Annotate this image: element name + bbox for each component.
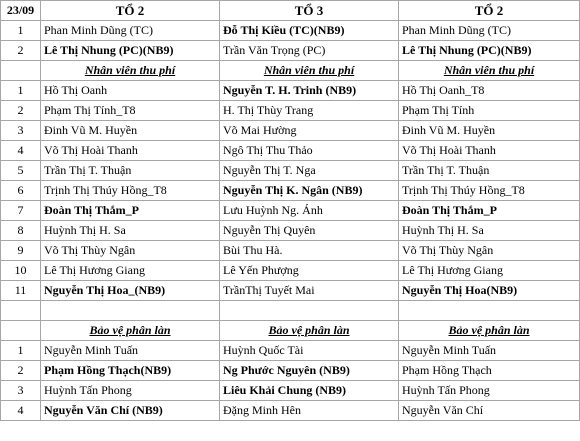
name-cell-team-1[interactable]: Phạm Thị Tính_T8	[41, 101, 220, 121]
fee-staff-row	[1, 161, 580, 181]
name-cell-team-3[interactable]: Nguyễn Minh Tuấn	[399, 341, 580, 361]
name-cell-team-2[interactable]: Nguyễn Thị K. Ngân (NB9)	[220, 181, 399, 201]
name-cell-team-3[interactable]: Lê Thị Hương Giang	[399, 261, 580, 281]
team-header-2[interactable]: TỔ 3	[220, 1, 399, 21]
name-cell-team-2[interactable]: Bùi Thu Hà.	[220, 241, 399, 261]
name-cell-team-2[interactable]: Lưu Huỳnh Ng. Ánh	[220, 201, 399, 221]
row-index-cell[interactable]: 10	[1, 261, 41, 281]
name-cell-team-1[interactable]: Võ Thị Thùy Ngân	[41, 241, 220, 261]
name-cell-team-3[interactable]: Huỳnh Tấn Phong	[399, 381, 580, 401]
leader-row	[1, 41, 580, 61]
name-cell-team-3[interactable]: Nguyễn Thị Hoa(NB9)	[399, 281, 580, 301]
team-header-1[interactable]: TỔ 2	[41, 1, 220, 21]
row-index-cell[interactable]: 3	[1, 381, 41, 401]
row-index-cell[interactable]: 2	[1, 41, 41, 61]
fee-staff-row	[1, 241, 580, 261]
name-cell-team-1[interactable]: Trần Thị T. Thuận	[41, 161, 220, 181]
empty-cell[interactable]	[399, 301, 580, 321]
name-cell-team-1[interactable]: Nguyễn Thị Hoa_(NB9)	[41, 281, 220, 301]
row-index-cell[interactable]: 6	[1, 181, 41, 201]
section-title-cell[interactable]: Nhân viên thu phí	[41, 61, 220, 81]
row-index-cell[interactable]: 4	[1, 401, 41, 421]
guard-row	[1, 401, 580, 421]
fee-staff-row	[1, 101, 580, 121]
row-index-cell[interactable]: 5	[1, 161, 41, 181]
name-cell-team-1[interactable]: Nguyễn Minh Tuấn	[41, 341, 220, 361]
fee-staff-row	[1, 81, 580, 101]
name-cell-team-2[interactable]: Huỳnh Quốc Tài	[220, 341, 399, 361]
schedule-body	[1, 1, 580, 421]
row-index-cell[interactable]: 11	[1, 281, 41, 301]
name-cell-team-3[interactable]: Lê Thị Nhung (PC)(NB9)	[399, 41, 580, 61]
name-cell-team-2[interactable]: Nguyễn Thị Quyên	[220, 221, 399, 241]
guard-row	[1, 361, 580, 381]
name-cell-team-2[interactable]: Đỗ Thị Kiều (TC)(NB9)	[220, 21, 399, 41]
name-cell-team-3[interactable]: Võ Thị Hoài Thanh	[399, 141, 580, 161]
empty-cell[interactable]	[1, 301, 41, 321]
name-cell-team-3[interactable]: Đinh Vũ M. Huyền	[399, 121, 580, 141]
date-cell[interactable]: 23/09	[1, 1, 41, 21]
row-index-cell[interactable]: 1	[1, 21, 41, 41]
row-index-cell[interactable]: 4	[1, 141, 41, 161]
row-index-cell[interactable]: 9	[1, 241, 41, 261]
guard-row	[1, 341, 580, 361]
section-title-cell[interactable]: Nhân viên thu phí	[399, 61, 580, 81]
empty-cell[interactable]	[220, 301, 399, 321]
name-cell-team-1[interactable]: Phạm Hồng Thạch(NB9)	[41, 361, 220, 381]
name-cell-team-2[interactable]: Ngô Thị Thu Thảo	[220, 141, 399, 161]
name-cell-team-1[interactable]: Huỳnh Tấn Phong	[41, 381, 220, 401]
name-cell-team-3[interactable]: Trần Thị T. Thuận	[399, 161, 580, 181]
name-cell-team-1[interactable]: Lê Thị Hương Giang	[41, 261, 220, 281]
fee-staff-row	[1, 201, 580, 221]
name-cell-team-1[interactable]: Đoàn Thị Thắm_P	[41, 201, 220, 221]
fee-staff-row	[1, 181, 580, 201]
name-cell-team-1[interactable]: Lê Thị Nhung (PC)(NB9)	[41, 41, 220, 61]
name-cell-team-2[interactable]: Trần Văn Trọng (PC)	[220, 41, 399, 61]
name-cell-team-3[interactable]: Phạm Thị Tính	[399, 101, 580, 121]
row-index-cell[interactable]: 2	[1, 101, 41, 121]
row-index-cell[interactable]	[1, 321, 41, 341]
name-cell-team-1[interactable]: Nguyễn Văn Chí (NB9)	[41, 401, 220, 421]
name-cell-team-1[interactable]: Trịnh Thị Thúy Hồng_T8	[41, 181, 220, 201]
row-index-cell[interactable]: 7	[1, 201, 41, 221]
section-title-cell[interactable]: Bảo vệ phân làn	[41, 321, 220, 341]
fee-staff-row	[1, 221, 580, 241]
name-cell-team-3[interactable]: Võ Thị Thùy Ngân	[399, 241, 580, 261]
row-index-cell[interactable]	[1, 61, 41, 81]
header-row	[1, 1, 580, 21]
name-cell-team-1[interactable]: Phan Minh Dũng (TC)	[41, 21, 220, 41]
name-cell-team-3[interactable]: Hồ Thị Oanh_T8	[399, 81, 580, 101]
name-cell-team-3[interactable]: Trịnh Thị Thúy Hồng_T8	[399, 181, 580, 201]
name-cell-team-3[interactable]: Đoàn Thị Thắm_P	[399, 201, 580, 221]
name-cell-team-2[interactable]: Nguyễn Thị T. Nga	[220, 161, 399, 181]
name-cell-team-2[interactable]: H. Thị Thùy Trang	[220, 101, 399, 121]
name-cell-team-3[interactable]: Phạm Hồng Thạch	[399, 361, 580, 381]
row-index-cell[interactable]: 1	[1, 81, 41, 101]
name-cell-team-2[interactable]: Võ Mai Hường	[220, 121, 399, 141]
fee-staff-row	[1, 261, 580, 281]
row-index-cell[interactable]: 1	[1, 341, 41, 361]
team-header-3[interactable]: TỔ 2	[399, 1, 580, 21]
leader-row	[1, 21, 580, 41]
fee-staff-row	[1, 281, 580, 301]
fee-section-row	[1, 61, 580, 81]
name-cell-team-2[interactable]: Đặng Minh Hên	[220, 401, 399, 421]
name-cell-team-1[interactable]: Võ Thị Hoài Thanh	[41, 141, 220, 161]
guard-section-row	[1, 321, 580, 341]
name-cell-team-1[interactable]: Hồ Thị Oanh	[41, 81, 220, 101]
row-index-cell[interactable]: 2	[1, 361, 41, 381]
guard-row	[1, 381, 580, 401]
name-cell-team-3[interactable]: Phan Minh Dũng (TC)	[399, 21, 580, 41]
name-cell-team-2[interactable]: Nguyễn T. H. Trinh (NB9)	[220, 81, 399, 101]
section-title-cell[interactable]: Bảo vệ phân làn	[220, 321, 399, 341]
name-cell-team-2[interactable]: Liêu Khải Chung (NB9)	[220, 381, 399, 401]
empty-cell[interactable]	[41, 301, 220, 321]
name-cell-team-2[interactable]: TrầnThị Tuyết Mai	[220, 281, 399, 301]
fee-staff-row	[1, 121, 580, 141]
name-cell-team-3[interactable]: Huỳnh Thị H. Sa	[399, 221, 580, 241]
name-cell-team-1[interactable]: Huỳnh Thị H. Sa	[41, 221, 220, 241]
row-index-cell[interactable]: 3	[1, 121, 41, 141]
name-cell-team-2[interactable]: Ng Phước Nguyên (NB9)	[220, 361, 399, 381]
spacer-row	[1, 301, 580, 321]
name-cell-team-3[interactable]: Nguyễn Văn Chí	[399, 401, 580, 421]
name-cell-team-2[interactable]: Lê Yến Phượng	[220, 261, 399, 281]
row-index-cell[interactable]: 8	[1, 221, 41, 241]
section-title-cell[interactable]: Bảo vệ phân làn	[399, 321, 580, 341]
name-cell-team-1[interactable]: Đinh Vũ M. Huyền	[41, 121, 220, 141]
section-title-cell[interactable]: Nhân viên thu phí	[220, 61, 399, 81]
fee-staff-row	[1, 141, 580, 161]
